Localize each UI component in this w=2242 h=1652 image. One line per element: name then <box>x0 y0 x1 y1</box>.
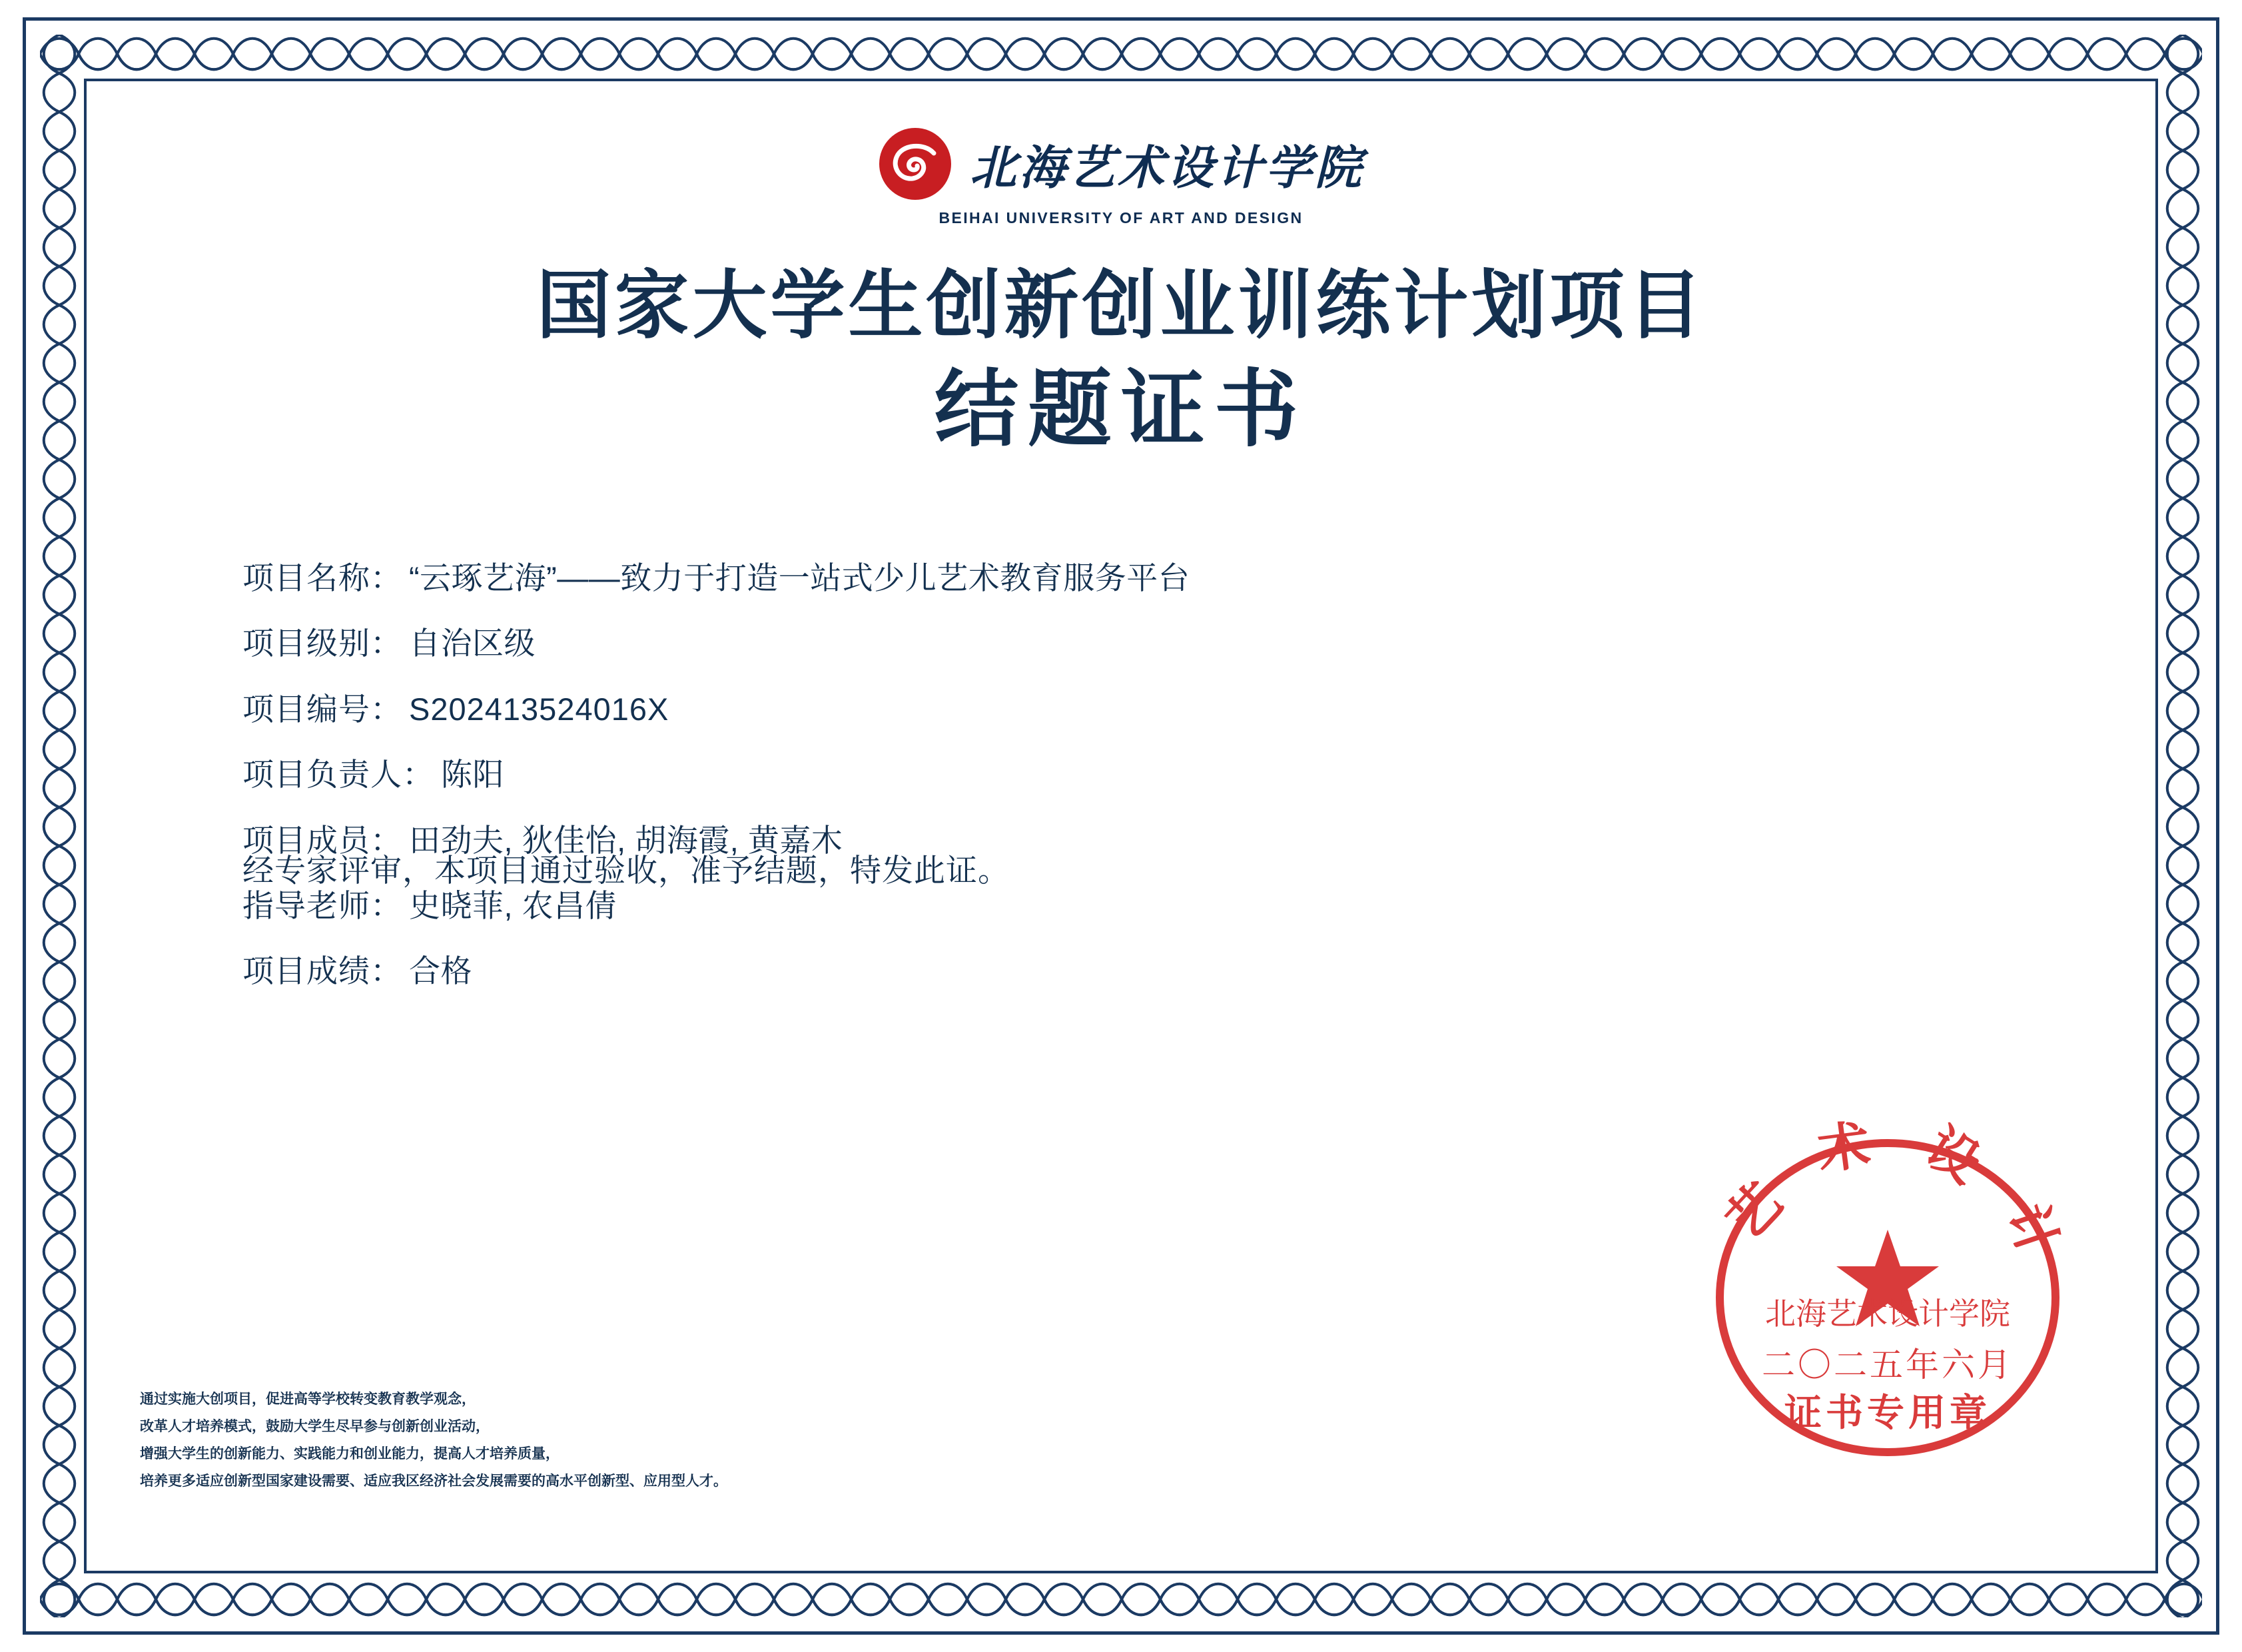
field-project-number <box>242 691 2062 728</box>
field-project-name <box>242 560 2062 597</box>
field-value: 田劲夫, 狄佳怡, 胡海霞, 黄嘉木 <box>409 822 843 858</box>
project-fields <box>242 560 2062 1019</box>
footnote-line-2: 改革人才培养模式，鼓励大学生尽早参与创新创业活动， <box>140 1418 490 1435</box>
field-label: 项目成员： <box>242 822 402 858</box>
field-value: 陈阳 <box>441 757 504 793</box>
seal-bottom-text: 证书专用章 <box>1784 1393 1991 1434</box>
footnote-text <box>140 1386 727 1495</box>
field-value: “云琢艺海”——致力于打造一站式少儿艺术教育服务平台 <box>409 560 1190 596</box>
institution-header <box>100 127 2142 227</box>
seal-svg <box>1681 1104 2094 1484</box>
seal-date-text: 二〇二五年六月 <box>1762 1346 2014 1384</box>
field-advisors <box>242 887 2062 925</box>
field-value: 史晓菲, 农昌倩 <box>409 887 617 923</box>
institution-name-cn: 北海艺术设计学院 <box>970 143 1364 195</box>
institution-name-en: BEIHAI UNIVERSITY OF ART AND DESIGN <box>938 209 1304 226</box>
spiral-wave-logo-icon <box>878 127 952 201</box>
field-value: S202413524016X <box>409 691 669 727</box>
field-label: 指导老师： <box>242 887 402 923</box>
page-title <box>100 260 2142 464</box>
footnote-line-1: 通过实施大创项目，促进高等学校转变教育教学观念， <box>140 1391 476 1408</box>
field-label: 项目负责人： <box>242 757 434 793</box>
field-label: 项目编号： <box>242 691 402 727</box>
field-label: 项目级别： <box>242 625 402 661</box>
seal-center-name: 北海艺术设计学院 <box>1765 1297 2010 1331</box>
footnote-line-4: 培养更多适应创新型国家建设需要、适应我区经济社会发展需要的高水平创新型、应用型人才。 <box>140 1473 727 1489</box>
logo-row <box>878 127 1364 201</box>
field-value: 自治区级 <box>409 625 536 661</box>
seal-arc-text: 艺术设计 <box>1715 1109 2083 1310</box>
field-label: 项目名称： <box>242 560 402 596</box>
title-line-1: 国家大学生创新创业训练计划项目 <box>536 265 1706 348</box>
approval-statement: 经专家评审，本项目通过验收，准予结题，特发此证。 <box>242 853 1010 888</box>
footnote-line-3: 增强大学生的创新能力、实践能力和创业能力，提高人才培养质量， <box>140 1446 560 1462</box>
field-value: 合格 <box>409 953 472 989</box>
field-project-level <box>242 625 2062 662</box>
field-label: 项目成绩： <box>242 953 402 989</box>
title-line-2: 结题证书 <box>934 364 1308 457</box>
field-project-leader <box>242 756 2062 793</box>
official-seal <box>1681 1104 2094 1484</box>
certificate-content <box>100 93 2142 1559</box>
field-project-result <box>242 953 2062 990</box>
